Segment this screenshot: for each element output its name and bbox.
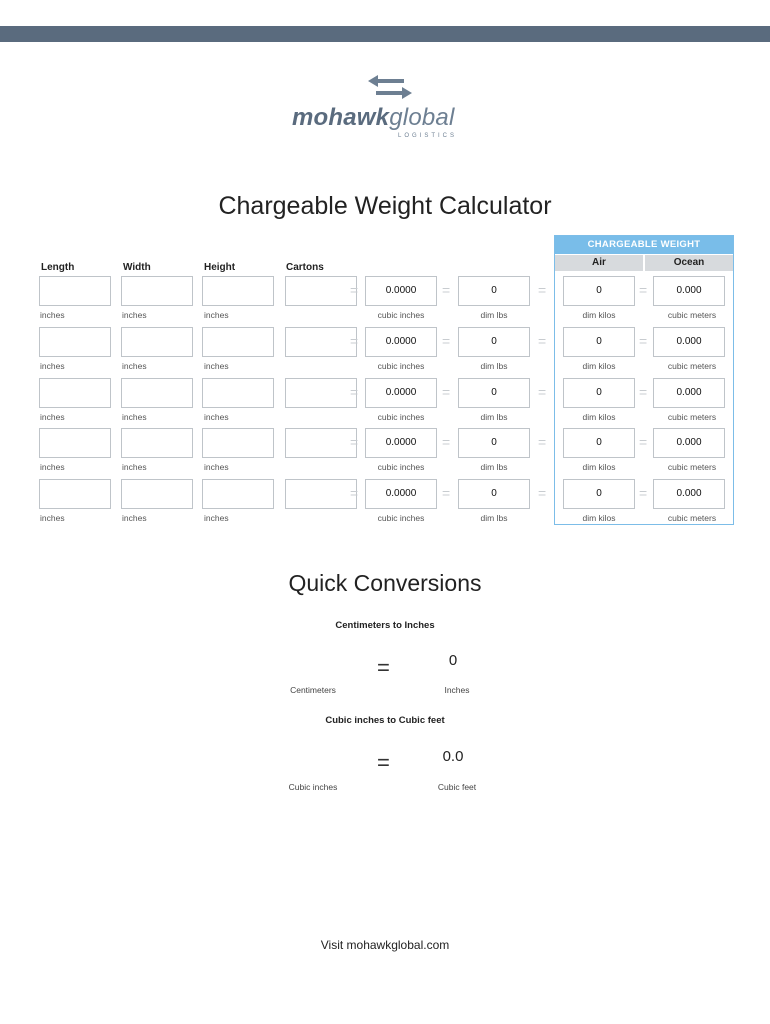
cubic-feet-output: 0.0 [442, 748, 464, 765]
double-arrow-icon [360, 74, 420, 100]
width-input[interactable] [121, 428, 193, 458]
cubic-inches-unit-label: cubic inches [377, 361, 425, 371]
air-dim-kilos-result: 0 [563, 479, 635, 509]
cartons-column-header: Cartons [286, 262, 324, 273]
calculator-row [0, 276, 770, 326]
equals-sign: = [442, 485, 451, 501]
cubic-inches-unit-label: cubic inches [377, 513, 425, 523]
dim-lbs-result: 0 [458, 276, 530, 306]
equals-sign: = [442, 333, 451, 349]
length-input[interactable] [39, 327, 111, 357]
length-column-header: Length [41, 262, 75, 273]
brand-tagline: LOGISTICS [398, 133, 458, 139]
equals-sign: = [639, 333, 648, 349]
length-input[interactable] [39, 479, 111, 509]
ocean-cubic-meters-result: 0.000 [653, 276, 725, 306]
height-unit-label: inches [204, 412, 229, 422]
equals-sign: = [442, 384, 451, 400]
cubic-inches-result: 0.0000 [365, 327, 437, 357]
ocean-cubic-meters-result: 0.000 [653, 428, 725, 458]
cuin-to-cuft-heading: Cubic inches to Cubic feet [325, 715, 445, 726]
height-unit-label: inches [204, 513, 229, 523]
dim-lbs-result: 0 [458, 428, 530, 458]
height-input[interactable] [202, 479, 274, 509]
ocean-cubic-meters-result: 0.000 [653, 378, 725, 408]
ocean-column-header: Ocean [645, 255, 733, 271]
wordmark-part-global: global [389, 104, 455, 131]
dim-lbs-result: 0 [458, 378, 530, 408]
calculator-row [0, 428, 770, 478]
cartons-input[interactable] [285, 378, 357, 408]
width-input[interactable] [121, 276, 193, 306]
air-dim-kilos-result: 0 [563, 378, 635, 408]
equals-sign: = [538, 384, 547, 400]
cubic-inches-result: 0.0000 [365, 479, 437, 509]
dim-kilos-unit-label: dim kilos [582, 361, 616, 371]
wordmark-part-mohawk: mohawk [292, 104, 390, 131]
cubic-inches-unit-label: cubic inches [377, 462, 425, 472]
brand-logo [280, 74, 490, 146]
cartons-input[interactable] [285, 479, 357, 509]
cubic-meters-unit-label: cubic meters [667, 412, 717, 422]
calculator-row [0, 479, 770, 529]
dim-kilos-unit-label: dim kilos [582, 462, 616, 472]
calculator-row [0, 327, 770, 377]
equals-sign: = [538, 333, 547, 349]
centimeters-input[interactable] [270, 650, 360, 678]
cm-to-in-heading: Centimeters to Inches [335, 620, 435, 631]
dim-kilos-unit-label: dim kilos [582, 310, 616, 320]
cubic-meters-unit-label: cubic meters [667, 462, 717, 472]
chargeable-weight-header: CHARGEABLE WEIGHT [555, 236, 733, 254]
equals-sign: = [377, 655, 390, 680]
width-unit-label: inches [122, 361, 147, 371]
height-unit-label: inches [204, 310, 229, 320]
cartons-input[interactable] [285, 327, 357, 357]
equals-sign: = [639, 434, 648, 450]
equals-sign: = [377, 750, 390, 775]
dim-lbs-result: 0 [458, 479, 530, 509]
cubic-inches-label: Cubic inches [288, 782, 338, 792]
air-column-header: Air [555, 255, 643, 271]
width-input[interactable] [121, 327, 193, 357]
cubic-meters-unit-label: cubic meters [667, 361, 717, 371]
width-unit-label: inches [122, 462, 147, 472]
height-input[interactable] [202, 276, 274, 306]
length-unit-label: inches [40, 513, 65, 523]
equals-sign: = [639, 282, 648, 298]
cubic-meters-unit-label: cubic meters [667, 513, 717, 523]
ocean-cubic-meters-result: 0.000 [653, 479, 725, 509]
equals-sign: = [442, 434, 451, 450]
inches-output: 0 [448, 652, 458, 669]
equals-sign: = [350, 282, 359, 298]
length-unit-label: inches [40, 412, 65, 422]
cubic-inches-result: 0.0000 [365, 276, 437, 306]
dim-lbs-unit-label: dim lbs [480, 513, 508, 523]
length-unit-label: inches [40, 310, 65, 320]
width-input[interactable] [121, 378, 193, 408]
equals-sign: = [350, 384, 359, 400]
air-dim-kilos-result: 0 [563, 428, 635, 458]
calculator-title: Chargeable Weight Calculator [218, 192, 552, 220]
height-unit-label: inches [204, 361, 229, 371]
dim-lbs-result: 0 [458, 327, 530, 357]
equals-sign: = [350, 485, 359, 501]
equals-sign: = [639, 384, 648, 400]
quick-conversions-title: Quick Conversions [288, 570, 482, 596]
dim-lbs-unit-label: dim lbs [480, 462, 508, 472]
equals-sign: = [538, 485, 547, 501]
calculator-row [0, 378, 770, 428]
height-input[interactable] [202, 327, 274, 357]
cubic-inches-result: 0.0000 [365, 428, 437, 458]
cubic-inches-result: 0.0000 [365, 378, 437, 408]
equals-sign: = [538, 434, 547, 450]
width-input[interactable] [121, 479, 193, 509]
equals-sign: = [538, 282, 547, 298]
length-input[interactable] [39, 276, 111, 306]
dim-lbs-unit-label: dim lbs [480, 361, 508, 371]
dim-kilos-unit-label: dim kilos [582, 412, 616, 422]
height-unit-label: inches [204, 462, 229, 472]
height-column-header: Height [204, 262, 236, 273]
cubic-inches-input[interactable] [270, 745, 360, 773]
width-unit-label: inches [122, 513, 147, 523]
dim-lbs-unit-label: dim lbs [480, 310, 508, 320]
width-unit-label: inches [122, 412, 147, 422]
dim-lbs-unit-label: dim lbs [480, 412, 508, 422]
cubic-inches-unit-label: cubic inches [377, 412, 425, 422]
width-column-header: Width [123, 262, 151, 273]
equals-sign: = [350, 434, 359, 450]
equals-sign: = [639, 485, 648, 501]
footer-link[interactable]: Visit mohawkglobal.com [320, 938, 450, 952]
equals-sign: = [442, 282, 451, 298]
cubic-meters-unit-label: cubic meters [667, 310, 717, 320]
air-dim-kilos-result: 0 [563, 276, 635, 306]
cubic-feet-label: Cubic feet [437, 782, 477, 792]
length-unit-label: inches [40, 361, 65, 371]
length-unit-label: inches [40, 462, 65, 472]
inches-label: Inches [444, 685, 470, 695]
ocean-cubic-meters-result: 0.000 [653, 327, 725, 357]
top-banner [0, 26, 770, 42]
cartons-input[interactable] [285, 276, 357, 306]
cartons-input[interactable] [285, 428, 357, 458]
length-input[interactable] [39, 378, 111, 408]
height-input[interactable] [202, 428, 274, 458]
width-unit-label: inches [122, 310, 147, 320]
height-input[interactable] [202, 378, 274, 408]
brand-wordmark [292, 104, 455, 132]
cubic-inches-unit-label: cubic inches [377, 310, 425, 320]
air-dim-kilos-result: 0 [563, 327, 635, 357]
dim-kilos-unit-label: dim kilos [582, 513, 616, 523]
centimeters-label: Centimeters [290, 685, 336, 695]
length-input[interactable] [39, 428, 111, 458]
equals-sign: = [350, 333, 359, 349]
